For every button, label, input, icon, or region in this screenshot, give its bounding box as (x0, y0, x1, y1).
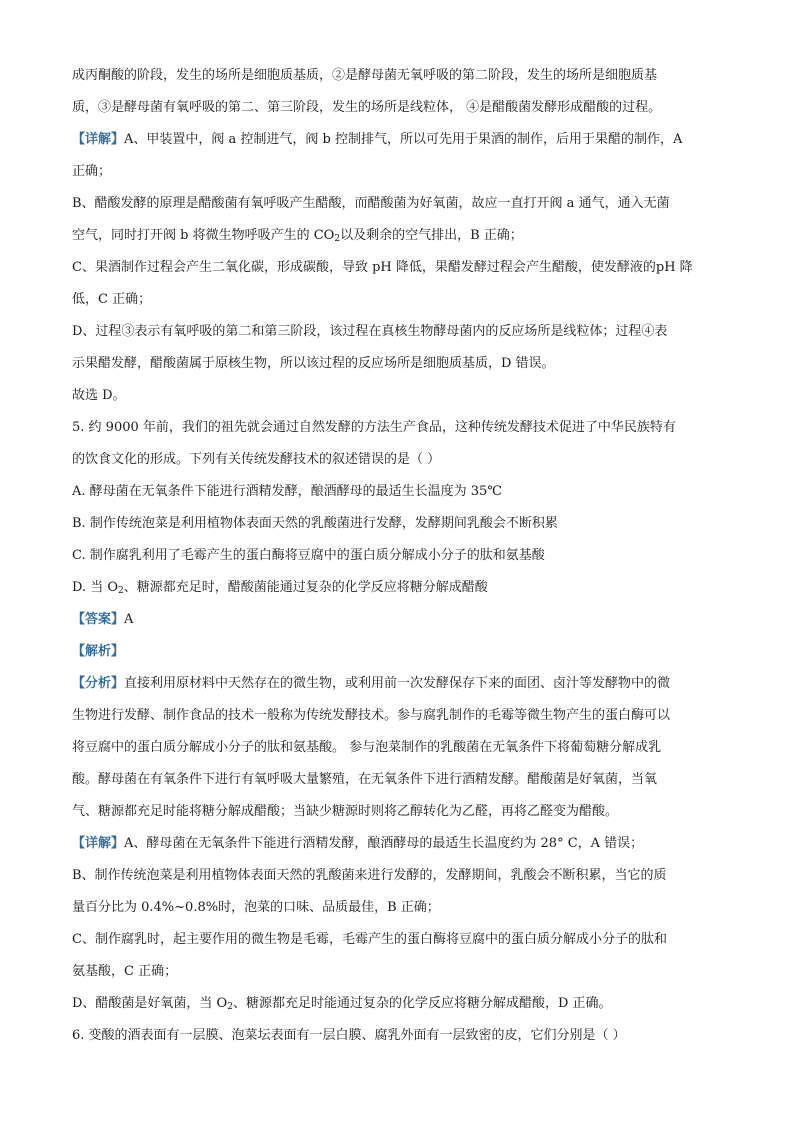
text-line (72, 124, 724, 156)
text-line (72, 764, 724, 796)
line-text: C、果酒制作过程会产生二氧化碳，形成碳酸，导致 pH 降低，果醋发酵过程会产生醋酸，使发酵液的pH 降 (72, 260, 693, 275)
line-text: 5. 约 9000 年前，我们的祖先就会通过自然发酵的方法生产食品，这种传统发酵技术促进了中华民族特有 (72, 420, 676, 435)
text-line (72, 188, 724, 220)
line-text: 酸。酵母菌在有氧条件下进行有氧呼吸大量繁殖，在无氧条件下进行酒精发酵。醋酸菌是好氧菌，当氧 (72, 772, 658, 787)
line-text: C、制作腐乳时，起主要作用的微生物是毛霉，毛霉产生的蛋白酶将豆腐中的蛋白质分解成小分子的肽和 (72, 932, 667, 947)
text-line (72, 956, 724, 988)
document-body (72, 60, 724, 1052)
line-text: D、过程③表示有氧呼吸的第二和第三阶段，该过程在真核生物酵母菌内的反应场所是线粒体；过程④表 (72, 324, 668, 339)
text-line (72, 412, 724, 444)
text-line (72, 92, 724, 124)
section-tag: 【分析】 (72, 676, 125, 691)
line-text: 质，③是酵母菌有氧呼吸的第二、第三阶段，发生的场所是线粒体， ④是醋酸菌发酵形成醋酸的过程。 (72, 100, 662, 115)
subscript: 2 (227, 1002, 233, 1012)
section-tag: 【详解】 (72, 836, 125, 851)
text-line (72, 284, 724, 316)
line-text: B. 制作传统泡菜是利用植物体表面天然的乳酸菌进行发酵，发酵期间乳酸会不断积累 (72, 516, 558, 531)
line-text: 故选 D。 (72, 388, 126, 403)
text-line (72, 796, 724, 828)
line-text: 直接利用原材料中天然存在的微生物，或利用前一次发酵保存下来的面团、卤汁等发酵物中的微 (124, 676, 671, 691)
line-text: 生物进行发酵、制作食品的技术一般称为传统发酵技术。参与腐乳制作的毛霉等微生物产生的蛋白酶可以 (72, 708, 671, 723)
line-text-after: 、糖源都充足时，醋酸菌能通过复杂的化学反应将糖分解成醋酸 (123, 580, 488, 595)
line-text: 的饮食文化的形成。下列有关传统发酵技术的叙述错误的是（ ） (72, 452, 441, 467)
text-line (72, 924, 724, 956)
section-tag: 【解析】 (72, 644, 125, 659)
section-tag: 【详解】 (72, 132, 125, 147)
line-text: 正确； (72, 164, 112, 179)
line-text-after: 、糖源都充足时能通过复杂的化学反应将糖分解成醋酸，D 正确。 (232, 996, 612, 1011)
subscript: 2 (118, 586, 124, 596)
line-text: 空气，同时打开阀 b 将微生物呼吸产生的 CO (72, 228, 335, 243)
text-line (72, 732, 724, 764)
text-line (72, 604, 724, 636)
text-line (72, 892, 724, 924)
line-text: 6. 变酸的酒表面有一层膜、泡菜坛表面有一层白膜、腐乳外面有一层致密的皮，它们分别是（ ） (72, 1028, 626, 1043)
line-text: A、甲装置中，阀 a 控制进气，阀 b 控制排气，所以可先用于果酒的制作，后用于果醋的制作，A (124, 132, 683, 147)
text-line (72, 60, 724, 92)
line-text: A (124, 612, 134, 627)
text-line (72, 156, 724, 188)
text-line (72, 252, 724, 284)
text-line (72, 220, 724, 252)
line-text: 示果醋发酵，醋酸菌属于原核生物，所以该过程的反应场所是细胞质基质，D 错误。 (72, 356, 555, 371)
line-text: C. 制作腐乳利用了毛霉产生的蛋白酶将豆腐中的蛋白质分解成小分子的肽和氨基酸 (72, 548, 545, 563)
line-text-after: 以及剩余的空气排出，B 正确； (340, 228, 523, 243)
line-text: A、酵母菌在无氧条件下能进行酒精发酵，酿酒酵母的最适生长温度约为 28° C，A 错误； (124, 836, 644, 851)
text-line (72, 476, 724, 508)
text-line (72, 668, 724, 700)
line-text: B、醋酸发酵的原理是醋酸菌有氧呼吸产生醋酸，而醋酸菌为好氧菌，故应一直打开阀 a 通气，通入无菌 (72, 196, 670, 211)
text-line (72, 540, 724, 572)
line-text: 量百分比为 0.4%~0.8%时，泡菜的口味、品质最佳，B 正确； (72, 900, 440, 915)
line-text: B、制作传统泡菜是利用植物体表面天然的乳酸菌来进行发酵的，发酵期间，乳酸会不断积累，当它的质 (72, 868, 667, 883)
line-text: 低，C 正确； (72, 292, 152, 307)
text-line (72, 380, 724, 412)
text-line (72, 316, 724, 348)
text-line (72, 700, 724, 732)
line-text: 气、糖源都充足时能将糖分解成醋酸；当缺少糖源时则将乙醇转化为乙醛，再将乙醛变为醋酸。 (72, 804, 619, 819)
line-text: D. 当 O (72, 580, 119, 595)
text-line (72, 828, 724, 860)
line-text: D、醋酸菌是好氧菌，当 O (72, 996, 228, 1011)
line-text: 成丙酮酸的阶段，发生的场所是细胞质基质，②是酵母菌无氧呼吸的第二阶段，发生的场所是细胞质基 (72, 68, 658, 83)
text-line (72, 508, 724, 540)
section-tag: 【答案】 (72, 612, 125, 627)
text-line (72, 572, 724, 604)
subscript: 2 (334, 234, 341, 244)
text-line (72, 1020, 724, 1052)
line-text: A. 酵母菌在无氧条件下能进行酒精发酵，酿酒酵母的最适生长温度为 35℃ (72, 484, 502, 499)
text-line (72, 348, 724, 380)
text-line (72, 636, 724, 668)
text-line (72, 444, 724, 476)
line-text: 氨基酸，C 正确； (72, 964, 178, 979)
text-line (72, 860, 724, 892)
text-line (72, 988, 724, 1020)
line-text: 将豆腐中的蛋白质分解成小分子的肽和氨基酸。 参与泡菜制作的乳酸菌在无氧条件下将葡萄糖分解成乳 (72, 740, 662, 755)
